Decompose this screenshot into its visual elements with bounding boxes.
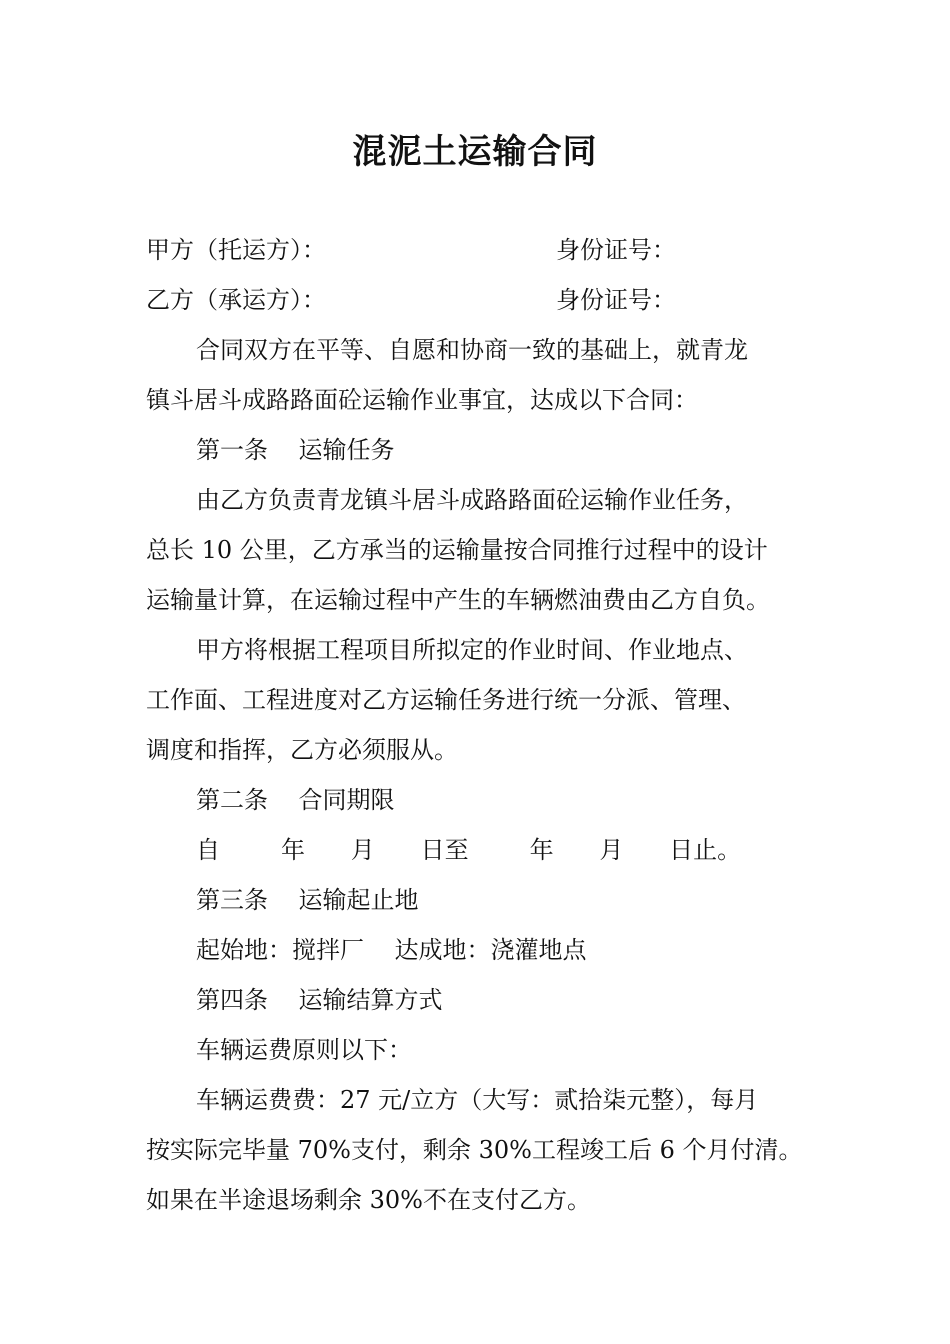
transport-places: 起始地：搅拌厂 达成地：浇灌地点 xyxy=(196,936,587,964)
article-1-p2-line-2: 工作面、工程进度对乙方运输任务进行统一分派、管理、 xyxy=(146,686,746,714)
party-a-id-label: 身份证号： xyxy=(556,236,676,264)
article-2-heading: 第二条 合同期限 xyxy=(196,786,395,814)
article-3-heading: 第三条 运输起止地 xyxy=(196,886,419,914)
party-b-id-label: 身份证号： xyxy=(556,286,676,314)
intro-line-1: 合同双方在平等、自愿和协商一致的基础上，就青龙 xyxy=(196,336,748,364)
article-4-p2-line-1: 车辆运费费：27 元/立方（大写：贰拾柒元整），每月 xyxy=(196,1086,759,1114)
party-b-label: 乙方（承运方）： xyxy=(146,286,326,314)
article-4-p2-line-3: 如果在半途退场剩余 30%不在支付乙方。 xyxy=(146,1186,591,1214)
party-a-label: 甲方（托运方）： xyxy=(146,236,326,264)
intro-line-2: 镇斗居斗成路路面砼运输作业事宜，达成以下合同： xyxy=(146,386,698,414)
article-4-p1: 车辆运费原则以下： xyxy=(196,1036,412,1064)
contract-period: 自 年 月 日至 年 月 日止。 xyxy=(196,836,742,864)
article-4-p2-line-2: 按实际完毕量 70%支付，剩余 30%工程竣工后 6 个月付清。 xyxy=(146,1136,803,1164)
document-title: 混泥土运输合同 xyxy=(352,132,598,172)
article-1-p1-line-2: 总长 10 公里，乙方承当的运输量按合同推行过程中的设计 xyxy=(146,536,768,564)
article-1-p1-line-3: 运输量计算，在运输过程中产生的车辆燃油费由乙方自负。 xyxy=(146,586,770,614)
article-4-heading: 第四条 运输结算方式 xyxy=(196,986,443,1014)
article-1-p2-line-3: 调度和指挥，乙方必须服从。 xyxy=(146,736,458,764)
article-1-p1-line-1: 由乙方负责青龙镇斗居斗成路路面砼运输作业任务， xyxy=(196,486,748,514)
article-1-p2-line-1: 甲方将根据工程项目所拟定的作业时间、作业地点、 xyxy=(196,636,748,664)
article-1-heading: 第一条 运输任务 xyxy=(196,436,395,464)
